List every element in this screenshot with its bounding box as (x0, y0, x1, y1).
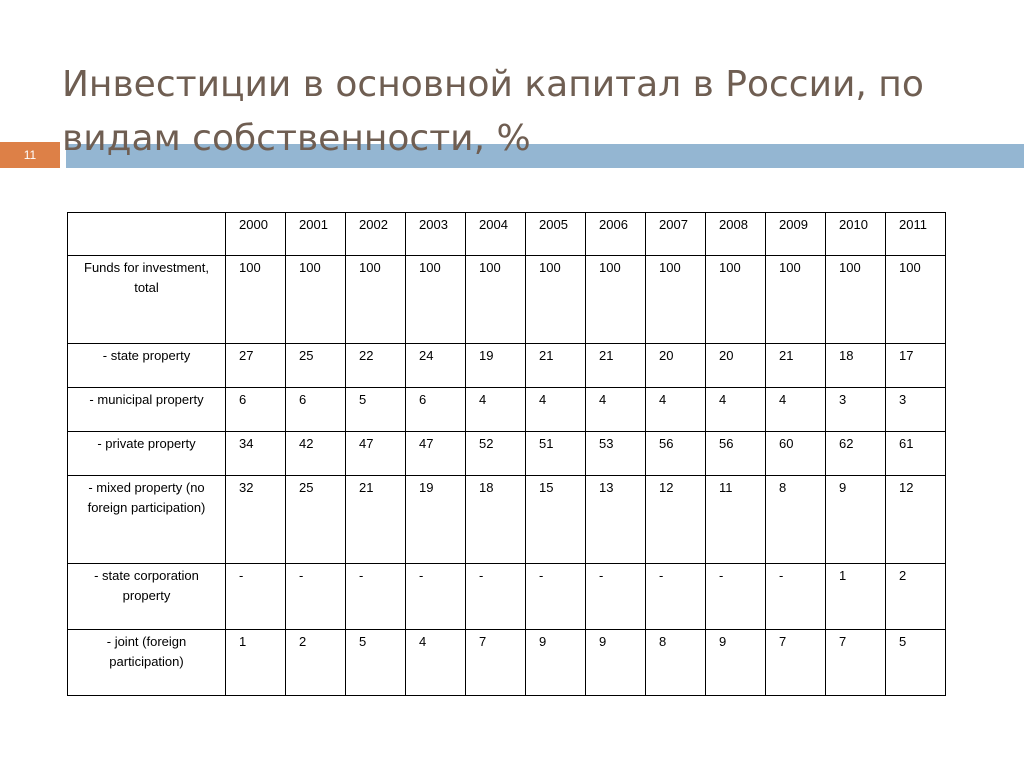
value-cell: 100 (406, 256, 466, 344)
value-cell: 4 (766, 388, 826, 432)
value-cell: 2 (286, 630, 346, 696)
value-cell: 4 (406, 630, 466, 696)
year-header-cell: 2006 (586, 213, 646, 256)
investment-table (67, 212, 946, 696)
value-cell: 51 (526, 432, 586, 476)
value-cell: - (406, 564, 466, 630)
value-cell: 25 (286, 344, 346, 388)
year-header-cell: 2002 (346, 213, 406, 256)
year-header-cell: 2009 (766, 213, 826, 256)
table-row (68, 344, 946, 388)
value-cell: 24 (406, 344, 466, 388)
value-cell: 6 (286, 388, 346, 432)
value-cell: 12 (886, 476, 946, 564)
value-cell: 100 (346, 256, 406, 344)
value-cell: 100 (526, 256, 586, 344)
value-cell: 6 (226, 388, 286, 432)
row-label: - state property (68, 344, 226, 388)
value-cell: 9 (526, 630, 586, 696)
value-cell: - (526, 564, 586, 630)
value-cell: 4 (526, 388, 586, 432)
value-cell: 5 (346, 630, 406, 696)
value-cell: 100 (826, 256, 886, 344)
value-cell: 4 (646, 388, 706, 432)
value-cell: 9 (706, 630, 766, 696)
slide-title: Инвестиции в основной капитал в России, по видам собственности, % (62, 64, 924, 159)
row-label: - municipal property (68, 388, 226, 432)
value-cell: 100 (766, 256, 826, 344)
value-cell: 7 (826, 630, 886, 696)
value-cell: 7 (766, 630, 826, 696)
value-cell: 32 (226, 476, 286, 564)
value-cell: 9 (826, 476, 886, 564)
value-cell: 34 (226, 432, 286, 476)
value-cell: 100 (886, 256, 946, 344)
value-cell: 18 (466, 476, 526, 564)
value-cell: 17 (886, 344, 946, 388)
value-cell: 27 (226, 344, 286, 388)
year-header-cell: 2007 (646, 213, 706, 256)
table-row (68, 432, 946, 476)
value-cell: 60 (766, 432, 826, 476)
value-cell: 4 (466, 388, 526, 432)
value-cell: 56 (706, 432, 766, 476)
year-header-cell: 2010 (826, 213, 886, 256)
value-cell: 53 (586, 432, 646, 476)
value-cell: 15 (526, 476, 586, 564)
value-cell: - (646, 564, 706, 630)
slide-number-badge: 11 (0, 142, 60, 168)
value-cell: 3 (886, 388, 946, 432)
value-cell: 7 (466, 630, 526, 696)
value-cell: 22 (346, 344, 406, 388)
row-label: - mixed property (no foreign participation) (68, 476, 226, 564)
value-cell: 20 (706, 344, 766, 388)
value-cell: 47 (346, 432, 406, 476)
value-cell: - (586, 564, 646, 630)
table-row (68, 256, 946, 344)
value-cell: 6 (406, 388, 466, 432)
value-cell: 20 (646, 344, 706, 388)
value-cell: 21 (526, 344, 586, 388)
value-cell: 18 (826, 344, 886, 388)
year-header-cell: 2005 (526, 213, 586, 256)
header-row (68, 213, 946, 256)
value-cell: 100 (646, 256, 706, 344)
value-cell: 42 (286, 432, 346, 476)
value-cell: 100 (466, 256, 526, 344)
value-cell: 21 (766, 344, 826, 388)
value-cell: 21 (346, 476, 406, 564)
value-cell: 8 (646, 630, 706, 696)
table-row (68, 388, 946, 432)
value-cell: 9 (586, 630, 646, 696)
value-cell: 100 (586, 256, 646, 344)
row-label: - private property (68, 432, 226, 476)
value-cell: 4 (706, 388, 766, 432)
value-cell: 100 (706, 256, 766, 344)
value-cell: 25 (286, 476, 346, 564)
value-cell: 1 (826, 564, 886, 630)
year-header-cell: 2003 (406, 213, 466, 256)
row-label: - joint (foreign participation) (68, 630, 226, 696)
value-cell: 12 (646, 476, 706, 564)
value-cell: 1 (226, 630, 286, 696)
value-cell: 11 (706, 476, 766, 564)
table-row (68, 476, 946, 564)
table-row (68, 564, 946, 630)
year-header-cell: 2004 (466, 213, 526, 256)
value-cell: - (466, 564, 526, 630)
value-cell: 13 (586, 476, 646, 564)
value-cell: 5 (886, 630, 946, 696)
value-cell: - (226, 564, 286, 630)
year-header-cell: 2008 (706, 213, 766, 256)
value-cell: - (706, 564, 766, 630)
header-corner-cell (68, 213, 226, 256)
year-header-cell: 2011 (886, 213, 946, 256)
value-cell: - (346, 564, 406, 630)
value-cell: 2 (886, 564, 946, 630)
value-cell: 100 (286, 256, 346, 344)
value-cell: - (766, 564, 826, 630)
value-cell: 19 (406, 476, 466, 564)
value-cell: 21 (586, 344, 646, 388)
year-header-cell: 2000 (226, 213, 286, 256)
row-label: Funds for investment, total (68, 256, 226, 344)
value-cell: 8 (766, 476, 826, 564)
value-cell: 5 (346, 388, 406, 432)
value-cell: 61 (886, 432, 946, 476)
value-cell: 47 (406, 432, 466, 476)
value-cell: 19 (466, 344, 526, 388)
value-cell: - (286, 564, 346, 630)
value-cell: 100 (226, 256, 286, 344)
value-cell: 4 (586, 388, 646, 432)
value-cell: 56 (646, 432, 706, 476)
row-label: - state corporation property (68, 564, 226, 630)
value-cell: 3 (826, 388, 886, 432)
table-row (68, 630, 946, 696)
value-cell: 62 (826, 432, 886, 476)
value-cell: 52 (466, 432, 526, 476)
year-header-cell: 2001 (286, 213, 346, 256)
